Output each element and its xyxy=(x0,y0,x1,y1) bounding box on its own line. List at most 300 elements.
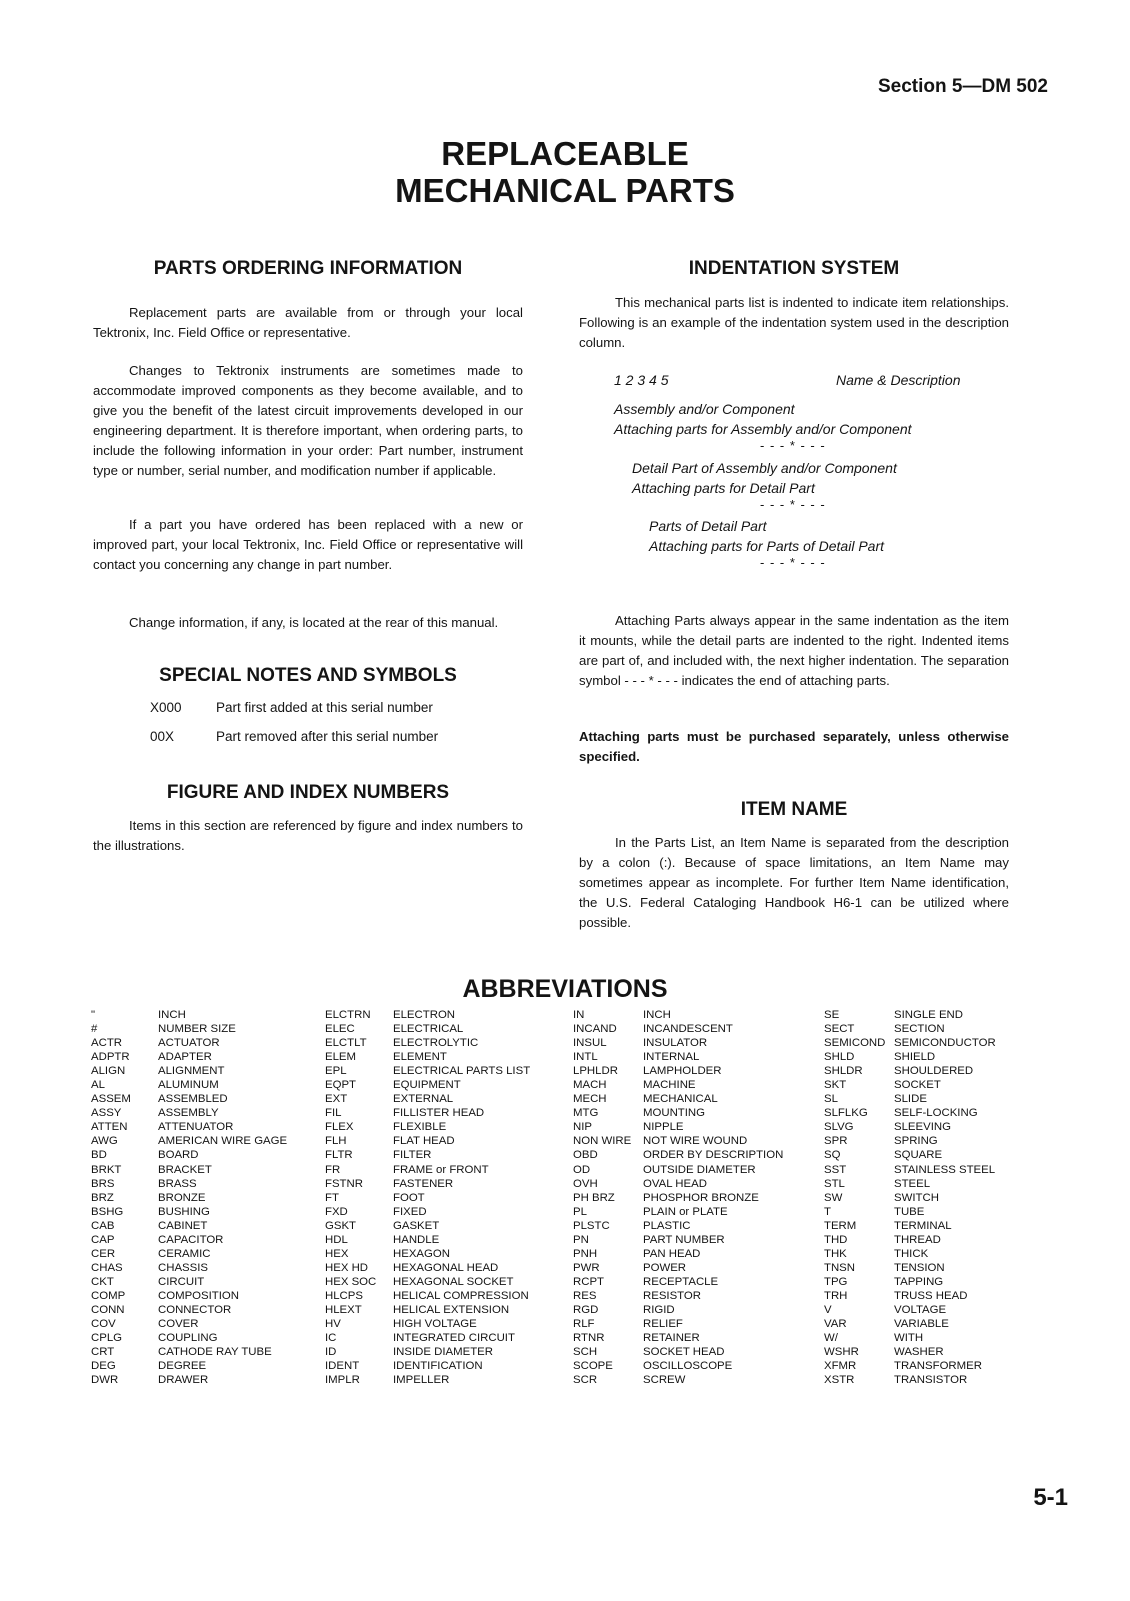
abbreviation-code: V xyxy=(824,1303,832,1316)
abbreviation-row xyxy=(573,1078,783,1092)
abbreviation-row xyxy=(91,1219,287,1233)
abbreviation-row xyxy=(573,1008,783,1022)
abbreviation-row xyxy=(91,1261,287,1275)
indentation-p1: This mechanical parts list is indented to indicate item relationships. Following is an example of the indentation system used in the description column. xyxy=(579,295,1009,350)
abbreviation-row xyxy=(325,1303,530,1317)
figure-index-p1: Items in this section are referenced by figure and index numbers to the illustrations. xyxy=(93,818,523,853)
abbreviation-meaning: HELICAL EXTENSION xyxy=(393,1303,510,1316)
abbreviation-row xyxy=(824,1120,996,1134)
abbreviation-row xyxy=(325,1261,530,1275)
abbreviation-row xyxy=(824,1345,996,1359)
item-name-body xyxy=(579,833,1009,933)
abbreviation-code: SEMICOND xyxy=(824,1037,886,1050)
abbreviation-code: ELCTLT xyxy=(325,1037,367,1050)
abbreviation-row xyxy=(573,1289,783,1303)
parts-ordering-p4: Change information, if any, is located at the rear of this manual. xyxy=(129,615,499,630)
abbreviation-code: ALIGN xyxy=(91,1065,126,1078)
abbreviation-meaning: PLASTIC xyxy=(643,1219,691,1232)
abbreviation-meaning: MECHANICAL xyxy=(643,1093,718,1106)
abbreviation-meaning: FOOT xyxy=(393,1191,425,1204)
abbreviation-meaning: TENSION xyxy=(894,1261,945,1274)
abbreviation-row xyxy=(91,1373,287,1387)
abbreviation-code: XFMR xyxy=(824,1360,857,1373)
abbreviation-row xyxy=(325,1120,530,1134)
symbol-text: Part first added at this serial number xyxy=(216,700,433,715)
abbreviation-meaning: COMPOSITION xyxy=(158,1289,240,1302)
abbreviation-code: GSKT xyxy=(325,1219,357,1232)
abbreviation-row xyxy=(91,1359,287,1373)
abbreviation-code: PLSTC xyxy=(573,1219,610,1232)
abbreviation-code: SLVG xyxy=(824,1121,854,1134)
abbreviation-code: CHAS xyxy=(91,1261,123,1274)
abbreviation-code: ATTEN xyxy=(91,1121,128,1134)
abbreviation-row xyxy=(91,1064,287,1078)
abbreviation-code: SE xyxy=(824,1009,840,1021)
abbreviation-meaning: EQUIPMENT xyxy=(393,1079,461,1092)
abbreviation-code: FSTNR xyxy=(325,1177,363,1190)
abbreviation-meaning: GASKET xyxy=(393,1219,440,1232)
abbreviation-row xyxy=(573,1219,783,1233)
abbreviation-meaning: HEXAGONAL HEAD xyxy=(393,1261,499,1274)
abbreviation-code: CKT xyxy=(91,1275,114,1288)
abbreviation-code: BRKT xyxy=(91,1163,122,1176)
abbreviation-code: CRT xyxy=(91,1346,115,1359)
abbreviation-meaning: CONNECTOR xyxy=(158,1303,232,1316)
abbreviation-meaning: DEGREE xyxy=(158,1360,207,1373)
abbreviations-heading: ABBREVIATIONS xyxy=(462,975,668,1003)
indent-line-4: Attaching parts for Detail Part xyxy=(632,480,815,496)
abbreviation-row xyxy=(573,1275,783,1289)
abbreviation-row xyxy=(824,1359,996,1373)
abbreviation-meaning: SWITCH xyxy=(894,1191,939,1204)
abbreviation-meaning: BRACKET xyxy=(158,1163,212,1176)
abbreviation-code: BD xyxy=(91,1149,107,1162)
abbreviation-code: PN xyxy=(573,1233,589,1246)
abbreviation-meaning: ATTENUATOR xyxy=(158,1121,234,1134)
abbreviation-code: EPL xyxy=(325,1065,347,1078)
abbreviation-row xyxy=(824,1247,996,1261)
abbreviation-code: THD xyxy=(824,1233,848,1246)
special-notes-section xyxy=(93,665,523,687)
abbreviation-row xyxy=(325,1317,530,1331)
abbreviation-code: # xyxy=(91,1023,98,1036)
abbreviation-code: BSHG xyxy=(91,1205,124,1218)
abbreviation-row xyxy=(824,1303,996,1317)
abbreviation-row xyxy=(573,1317,783,1331)
abbreviation-row xyxy=(824,1106,996,1120)
abbreviation-row xyxy=(91,1078,287,1092)
abbreviation-meaning: INCH xyxy=(158,1009,186,1021)
abbreviation-meaning: INCH xyxy=(643,1009,671,1021)
abbreviation-meaning: WITH xyxy=(894,1332,924,1345)
abbreviation-meaning: CERAMIC xyxy=(158,1247,211,1260)
abbreviation-code: ADPTR xyxy=(91,1051,130,1064)
abbreviation-code: COMP xyxy=(91,1289,126,1302)
abbreviation-code: ELCTRN xyxy=(325,1009,371,1021)
abbreviation-code: OVH xyxy=(573,1177,598,1190)
abbreviation-meaning: SECTION xyxy=(894,1023,945,1036)
abbreviation-row xyxy=(573,1106,783,1120)
abbreviation-code: FLTR xyxy=(325,1149,353,1162)
abbreviation-row xyxy=(325,1247,530,1261)
abbreviation-row xyxy=(91,1008,287,1022)
abbreviation-code: RGD xyxy=(573,1303,599,1316)
abbreviation-meaning: BUSHING xyxy=(158,1205,210,1218)
page-title xyxy=(0,135,1130,209)
figure-index-body xyxy=(93,816,523,856)
abbreviation-code: STL xyxy=(824,1177,845,1190)
abbreviation-code: DEG xyxy=(91,1360,116,1373)
indentation-section xyxy=(579,258,1009,280)
abbreviation-meaning: HANDLE xyxy=(393,1233,440,1246)
abbreviation-meaning: SOCKET xyxy=(894,1079,941,1092)
abbreviation-meaning: RECEPTACLE xyxy=(643,1275,719,1288)
abbreviation-code: IMPLR xyxy=(325,1374,360,1387)
abbreviation-meaning: SPRING xyxy=(894,1135,938,1148)
abbreviation-code: SL xyxy=(824,1093,838,1106)
indent-line-6: Attaching parts for Parts of Detail Part xyxy=(649,538,884,554)
abbreviation-meaning: TUBE xyxy=(894,1205,925,1218)
abbreviation-meaning: HEXAGON xyxy=(393,1247,450,1260)
abbreviation-code: T xyxy=(824,1205,831,1218)
abbreviation-row xyxy=(325,1275,530,1289)
abbreviation-row xyxy=(325,1191,530,1205)
abbreviation-row xyxy=(91,1106,287,1120)
page-title-line-1: REPLACEABLE xyxy=(441,135,689,172)
abbreviation-row xyxy=(573,1247,783,1261)
abbreviation-code: SCR xyxy=(573,1374,598,1387)
abbreviation-code: ACTR xyxy=(91,1037,123,1050)
abbreviation-code: COV xyxy=(91,1318,116,1331)
abbreviation-code: INSUL xyxy=(573,1037,607,1050)
abbreviation-meaning: FILTER xyxy=(393,1149,432,1162)
abbreviation-code: FIL xyxy=(325,1107,342,1120)
abbreviation-code: THK xyxy=(824,1247,847,1260)
abbreviation-code: ID xyxy=(325,1346,337,1359)
page-title-line-2: MECHANICAL PARTS xyxy=(395,172,735,209)
abbreviation-code: IN xyxy=(573,1009,585,1021)
abbreviation-code: TRH xyxy=(824,1289,848,1302)
abbreviation-row xyxy=(573,1163,783,1177)
abbreviation-meaning: SCREW xyxy=(643,1374,686,1387)
abbreviation-code: CPLG xyxy=(91,1332,123,1345)
abbreviation-row xyxy=(91,1092,287,1106)
abbreviation-meaning: COUPLING xyxy=(158,1332,218,1345)
abbreviation-code: MECH xyxy=(573,1093,607,1106)
abbreviation-row xyxy=(824,1177,996,1191)
abbreviation-code: EXT xyxy=(325,1093,348,1106)
abbreviation-meaning: OVAL HEAD xyxy=(643,1177,707,1190)
abbreviation-code: PWR xyxy=(573,1261,600,1274)
abbreviation-meaning: INSULATOR xyxy=(643,1037,708,1050)
abbreviation-code: LPHLDR xyxy=(573,1065,618,1078)
parts-ordering-p1: Replacement parts are available from or through your local Tektronix, Inc. Field Office or representative. xyxy=(93,305,523,340)
abbreviations-column-4 xyxy=(824,1008,996,1387)
abbreviation-row xyxy=(824,1134,996,1148)
abbreviation-meaning: SEMICONDUCTOR xyxy=(894,1037,996,1050)
abbreviation-meaning: HELICAL COMPRESSION xyxy=(393,1289,529,1302)
abbreviation-code: SECT xyxy=(824,1023,855,1036)
abbreviation-meaning: NOT WIRE WOUND xyxy=(643,1135,748,1148)
abbreviation-meaning: BRONZE xyxy=(158,1191,206,1204)
abbreviation-meaning: ELECTRICAL xyxy=(393,1023,464,1036)
abbreviation-code: ELEC xyxy=(325,1023,355,1036)
abbreviation-code: MTG xyxy=(573,1107,599,1120)
parts-ordering-heading: PARTS ORDERING INFORMATION xyxy=(153,258,463,279)
abbreviation-meaning: STAINLESS STEEL xyxy=(894,1163,996,1176)
abbreviation-row xyxy=(325,1233,530,1247)
abbreviation-row xyxy=(573,1022,783,1036)
abbreviation-code: SLFLKG xyxy=(824,1107,868,1120)
abbreviation-code: TPG xyxy=(824,1275,848,1288)
abbreviation-code: HDL xyxy=(325,1233,348,1246)
abbreviation-meaning: ASSEMBLY xyxy=(158,1107,219,1120)
abbreviation-meaning: OUTSIDE DIAMETER xyxy=(643,1163,756,1176)
abbreviation-meaning: THICK xyxy=(894,1247,929,1260)
abbreviation-meaning: INCANDESCENT xyxy=(643,1023,733,1036)
abbreviation-row xyxy=(91,1120,287,1134)
abbreviation-code: SW xyxy=(824,1191,843,1204)
abbreviation-code: AWG xyxy=(91,1135,118,1148)
abbreviation-row xyxy=(325,1177,530,1191)
parts-ordering-section xyxy=(93,258,523,280)
abbreviation-meaning: CAPACITOR xyxy=(158,1233,224,1246)
abbreviation-row xyxy=(573,1134,783,1148)
abbreviation-row xyxy=(325,1148,530,1162)
parts-ordering-body xyxy=(93,303,523,343)
abbreviation-meaning: VARIABLE xyxy=(894,1318,949,1331)
abbreviation-meaning: SLIDE xyxy=(894,1093,927,1106)
parts-ordering-p2: Changes to Tektronix instruments are sometimes made to accommodate improved components as they become available, and to give you the benefit of the latest circuit improvements developed in our engineering department. It is therefore important, when ordering parts, to include the following information in your order: Part number, instrument type or number, serial number, and modification number if applicable. xyxy=(93,363,523,478)
abbreviation-code: WSHR xyxy=(824,1346,859,1359)
abbreviation-row xyxy=(573,1303,783,1317)
abbreviation-code: CER xyxy=(91,1247,116,1260)
abbreviation-code: FXD xyxy=(325,1205,348,1218)
abbreviation-row xyxy=(325,1106,530,1120)
abbreviation-code: SCH xyxy=(573,1346,598,1359)
abbreviation-code: RLF xyxy=(573,1318,595,1331)
abbreviation-row xyxy=(91,1050,287,1064)
abbreviation-code: SQ xyxy=(824,1149,841,1162)
abbreviation-row xyxy=(325,1064,530,1078)
abbreviation-row xyxy=(824,1205,996,1219)
abbreviation-code: SST xyxy=(824,1163,847,1176)
abbreviation-code: CAB xyxy=(91,1219,115,1232)
abbreviation-meaning: SHIELD xyxy=(894,1051,936,1064)
abbreviation-code: FLH xyxy=(325,1135,347,1148)
abbreviation-meaning: FLEXIBLE xyxy=(393,1121,447,1134)
abbreviation-code: CONN xyxy=(91,1303,125,1316)
abbreviation-code: VAR xyxy=(824,1318,847,1331)
abbreviation-code: OBD xyxy=(573,1149,598,1162)
abbreviation-row xyxy=(91,1036,287,1050)
abbreviation-meaning: HEXAGONAL SOCKET xyxy=(393,1275,514,1288)
abbreviation-meaning: ELEMENT xyxy=(393,1051,447,1064)
abbreviation-meaning: SQUARE xyxy=(894,1149,943,1162)
separator-symbol: - - - * - - - xyxy=(760,497,826,512)
abbreviation-code: NIP xyxy=(573,1121,592,1134)
abbreviation-row xyxy=(91,1317,287,1331)
abbreviation-row xyxy=(824,1148,996,1162)
parts-ordering-p4-wrap xyxy=(93,613,523,633)
abbreviation-meaning: SLEEVING xyxy=(894,1121,951,1134)
abbreviation-code: PNH xyxy=(573,1247,598,1260)
page-number: 5-1 xyxy=(1033,1484,1068,1511)
abbreviation-meaning: SHOULDERED xyxy=(894,1065,974,1078)
abbreviation-code: BRZ xyxy=(91,1191,114,1204)
abbreviation-meaning: HIGH VOLTAGE xyxy=(393,1318,477,1331)
abbreviation-row xyxy=(573,1373,783,1387)
abbreviation-row xyxy=(824,1233,996,1247)
parts-ordering-p3: If a part you have ordered has been replaced with a new or improved part, your local Tektronix, Inc. Field Office or representative will contact you concerning any change in part number. xyxy=(93,517,523,572)
abbreviation-code: ASSY xyxy=(91,1107,122,1120)
abbreviation-code: SKT xyxy=(824,1079,847,1092)
abbreviation-meaning: FIXED xyxy=(393,1205,427,1218)
abbreviation-row xyxy=(91,1148,287,1162)
abbreviation-row xyxy=(91,1275,287,1289)
abbreviation-meaning: AMERICAN WIRE GAGE xyxy=(158,1135,288,1148)
abbreviation-meaning: RIGID xyxy=(643,1303,675,1316)
abbreviation-code: TNSN xyxy=(824,1261,856,1274)
abbreviation-row xyxy=(573,1064,783,1078)
abbreviation-code: INCAND xyxy=(573,1023,617,1036)
abbreviation-row xyxy=(824,1022,996,1036)
abbreviation-code: RTNR xyxy=(573,1332,605,1345)
abbreviation-row xyxy=(824,1163,996,1177)
abbreviation-meaning: RESISTOR xyxy=(643,1289,702,1302)
abbreviation-meaning: BRASS xyxy=(158,1177,197,1190)
abbreviation-row xyxy=(325,1008,530,1022)
abbreviation-meaning: ALUMINUM xyxy=(158,1079,219,1092)
abbreviation-row xyxy=(325,1134,530,1148)
separator-symbol: - - - * - - - xyxy=(760,555,826,570)
abbreviation-row xyxy=(325,1345,530,1359)
abbreviation-code: FLEX xyxy=(325,1121,354,1134)
abbreviation-code: AL xyxy=(91,1079,105,1092)
abbreviation-row xyxy=(325,1036,530,1050)
abbreviation-code: NON WIRE xyxy=(573,1135,632,1148)
figure-index-heading: FIGURE AND INDEX NUMBERS xyxy=(166,782,450,803)
abbreviation-code: SHLDR xyxy=(824,1065,863,1078)
abbreviation-code: " xyxy=(91,1009,96,1021)
abbreviation-row xyxy=(325,1092,530,1106)
abbreviation-row xyxy=(573,1036,783,1050)
symbol-code: X000 xyxy=(150,700,182,715)
abbreviation-row xyxy=(91,1303,287,1317)
abbreviation-code: BRS xyxy=(91,1177,115,1190)
abbreviation-meaning: TAPPING xyxy=(894,1275,944,1288)
abbreviation-row xyxy=(824,1331,996,1345)
abbreviation-meaning: TERMINAL xyxy=(894,1219,952,1232)
abbreviation-row xyxy=(573,1359,783,1373)
abbreviation-row xyxy=(91,1163,287,1177)
indentation-p2-wrap xyxy=(579,611,1009,691)
indentation-numbers: 1 2 3 4 5 xyxy=(614,372,669,388)
abbreviation-code: HLCPS xyxy=(325,1289,363,1302)
parts-ordering-p2-wrap xyxy=(93,361,523,481)
symbol-code: 00X xyxy=(150,729,175,744)
abbreviation-row xyxy=(573,1205,783,1219)
abbreviation-code: INTL xyxy=(573,1051,598,1064)
abbreviation-code: MACH xyxy=(573,1079,607,1092)
abbreviation-meaning: INSIDE DIAMETER xyxy=(393,1346,493,1359)
abbreviation-meaning: ALIGNMENT xyxy=(158,1065,225,1078)
abbreviation-code: FT xyxy=(325,1191,339,1204)
abbreviation-row xyxy=(824,1275,996,1289)
abbreviation-meaning: ORDER BY DESCRIPTION xyxy=(643,1149,784,1162)
abbreviation-meaning: INTERNAL xyxy=(643,1051,700,1064)
abbreviations-column-1 xyxy=(91,1008,287,1387)
abbreviation-row xyxy=(325,1050,530,1064)
abbreviation-meaning: CABINET xyxy=(158,1219,208,1232)
abbreviation-row xyxy=(573,1331,783,1345)
abbreviation-meaning: CATHODE RAY TUBE xyxy=(158,1346,272,1359)
indentation-heading: INDENTATION SYSTEM xyxy=(688,258,900,279)
abbreviation-code: IC xyxy=(325,1332,337,1345)
abbreviation-row xyxy=(325,1331,530,1345)
abbreviation-row xyxy=(824,1078,996,1092)
abbreviation-meaning: ELECTROLYTIC xyxy=(393,1037,479,1050)
abbreviation-meaning: ELECTRON xyxy=(393,1009,456,1021)
abbreviation-meaning: NUMBER SIZE xyxy=(158,1023,236,1036)
abbreviation-code: TERM xyxy=(824,1219,857,1232)
indent-line-3: Detail Part of Assembly and/or Component xyxy=(632,460,897,476)
abbreviation-row xyxy=(824,1191,996,1205)
abbreviation-code: HLEXT xyxy=(325,1303,362,1316)
abbreviation-code: RCPT xyxy=(573,1275,605,1288)
indent-line-1: Assembly and/or Component xyxy=(614,401,795,417)
abbreviation-row xyxy=(91,1177,287,1191)
abbreviation-meaning: STEEL xyxy=(894,1177,931,1190)
indentation-p3: Attaching parts must be purchased separately, unless otherwise specified. xyxy=(579,729,1009,764)
abbreviation-row xyxy=(91,1247,287,1261)
abbreviation-code: HV xyxy=(325,1318,341,1331)
abbreviation-code: HEX SOC xyxy=(325,1275,377,1288)
symbol-row-2 xyxy=(150,729,438,744)
separator-symbol: - - - * - - - xyxy=(760,438,826,453)
abbreviation-meaning: FRAME or FRONT xyxy=(393,1163,489,1176)
abbreviation-row xyxy=(325,1205,530,1219)
symbol-text: Part removed after this serial number xyxy=(216,729,439,744)
abbreviation-row xyxy=(325,1022,530,1036)
abbreviation-meaning: IMPELLER xyxy=(393,1374,450,1387)
abbreviation-meaning: THREAD xyxy=(894,1233,941,1246)
abbreviation-code: PL xyxy=(573,1205,587,1218)
abbreviation-meaning: RETAINER xyxy=(643,1332,700,1345)
indent-line-2: Attaching parts for Assembly and/or Component xyxy=(614,421,912,437)
abbreviation-row xyxy=(573,1261,783,1275)
abbreviation-row xyxy=(824,1036,996,1050)
abbreviation-row xyxy=(325,1359,530,1373)
abbreviation-code: HEX HD xyxy=(325,1261,369,1274)
abbreviation-row xyxy=(824,1092,996,1106)
abbreviation-row xyxy=(91,1345,287,1359)
abbreviation-meaning: CIRCUIT xyxy=(158,1275,205,1288)
abbreviation-meaning: MACHINE xyxy=(643,1079,696,1092)
abbreviation-code: SCOPE xyxy=(573,1360,613,1373)
abbreviation-code: W/ xyxy=(824,1332,838,1345)
abbreviation-row xyxy=(573,1233,783,1247)
abbreviation-meaning: SOCKET HEAD xyxy=(643,1346,725,1359)
abbreviation-row xyxy=(91,1022,287,1036)
special-notes-heading: SPECIAL NOTES AND SYMBOLS xyxy=(159,665,457,686)
abbreviation-meaning: INTEGRATED CIRCUIT xyxy=(393,1332,515,1345)
abbreviation-meaning: WASHER xyxy=(894,1346,944,1359)
abbreviation-meaning: ACTUATOR xyxy=(158,1037,220,1050)
abbreviation-meaning: SELF-LOCKING xyxy=(894,1107,978,1120)
abbreviation-row xyxy=(573,1120,783,1134)
abbreviation-code: SHLD xyxy=(824,1051,855,1064)
